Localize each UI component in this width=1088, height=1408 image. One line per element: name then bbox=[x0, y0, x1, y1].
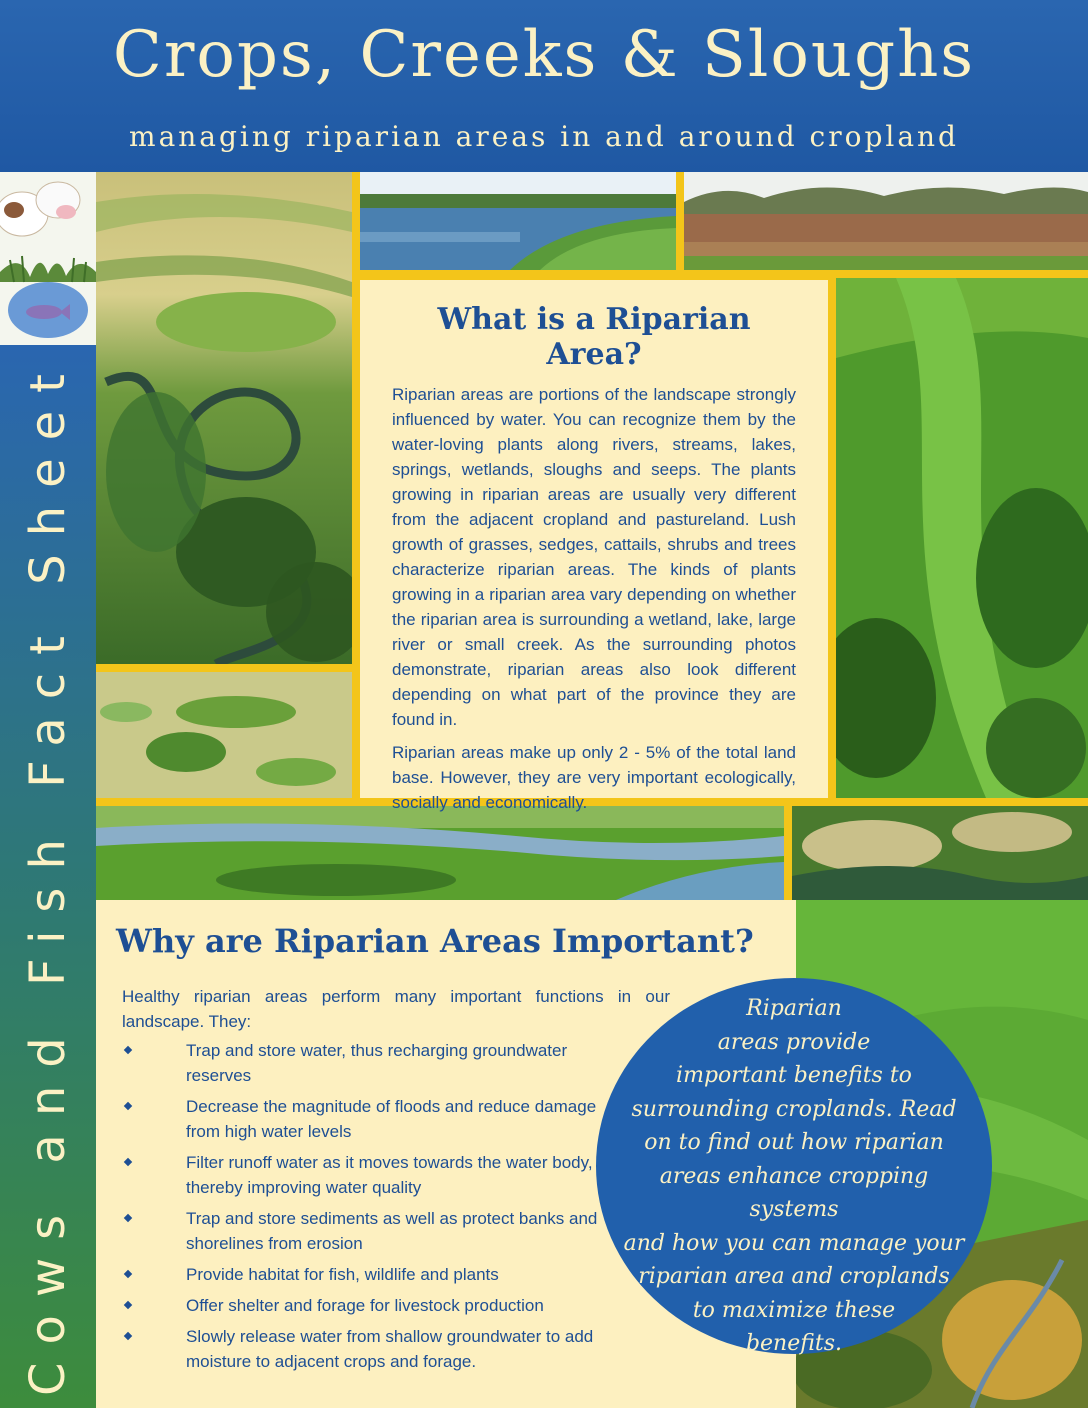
callout-line: benefits. bbox=[745, 1331, 843, 1356]
info-paragraph-1: Riparian areas are portions of the landscape strongly influenced by water. You can recognize them by the water-loving plants along rivers, streams, lakes, springs, wetlands, sloughs and seeps. The plants growing in riparian areas are usually very different from the adjacent cropland and pastureland. Lush growth of grasses, sedges, cattails, shrubs and trees characterize riparian areas. The kinds of plants growing in a riparian area vary depending on whether the riparian area is surrounding a wetland, lake, large river or small creek. As the surrounding photos demonstrate, riparian areas also look different depending on what part of the province they are found in. bbox=[392, 385, 796, 729]
callout-line: Riparian bbox=[746, 996, 842, 1021]
list-item bbox=[122, 1150, 602, 1200]
photo-shrubland bbox=[684, 172, 1088, 270]
page-title: Crops, Creeks & Sloughs bbox=[112, 18, 976, 92]
photo-fields-sloughs bbox=[96, 672, 352, 798]
bullet-diamond-icon bbox=[124, 1270, 132, 1278]
page-subtitle: managing riparian areas in and around cropland bbox=[129, 120, 959, 153]
list-item-text: Slowly release water from shallow groundwater to add moisture to adjacent crops and forage. bbox=[186, 1327, 594, 1371]
list-item bbox=[122, 1262, 602, 1287]
callout-line: areas provide bbox=[717, 1029, 871, 1055]
list-item-text: Decrease the magnitude of floods and reduce damage from high water levels bbox=[186, 1097, 597, 1141]
list-item bbox=[122, 1324, 602, 1374]
bullet-diamond-icon bbox=[124, 1332, 132, 1340]
callout-line: to maximize these bbox=[692, 1297, 896, 1323]
callout-line: on to find out how riparian bbox=[644, 1130, 944, 1155]
why-intro-text: Healthy riparian areas perform many important functions in our landscape. They: bbox=[122, 987, 670, 1031]
bullet-diamond-icon bbox=[124, 1102, 132, 1110]
info-paragraph-2: Riparian areas make up only 2 - 5% of the total land base. However, they are very important ecologically, socially and economically. bbox=[392, 743, 796, 812]
callout-line: important benefits to bbox=[676, 1063, 912, 1088]
list-item-text: Trap and store sediments as well as protect banks and shorelines from erosion bbox=[186, 1209, 598, 1253]
benefits-list bbox=[122, 1038, 602, 1380]
photo-lake-shore bbox=[360, 172, 676, 270]
list-item-text: Offer shelter and forage for livestock production bbox=[186, 1296, 544, 1315]
callout-line: riparian area and croplands bbox=[638, 1264, 950, 1289]
benefits-callout-circle bbox=[596, 978, 992, 1354]
bullet-diamond-icon bbox=[124, 1214, 132, 1222]
photo-river-bend bbox=[96, 806, 784, 900]
callout-line: areas enhance cropping systems bbox=[659, 1163, 929, 1222]
list-item bbox=[122, 1094, 602, 1144]
what-is-riparian-heading: What is a Riparian Area? bbox=[437, 302, 751, 372]
list-item bbox=[122, 1293, 602, 1318]
callout-line: and how you can manage your bbox=[623, 1230, 965, 1256]
list-item-text: Trap and store water, thus recharging groundwater reserves bbox=[186, 1041, 568, 1085]
photo-aerial-wetland bbox=[792, 806, 1088, 900]
fact-sheet-label: Cows and Fish Fact Sheet bbox=[20, 356, 76, 1396]
why-important-heading: Why are Riparian Areas Important? bbox=[116, 922, 754, 960]
sidebar-label bbox=[0, 345, 96, 1408]
photo-green-meadow bbox=[836, 278, 1088, 798]
bullet-diamond-icon bbox=[124, 1158, 132, 1166]
list-item bbox=[122, 1038, 602, 1088]
callout-line: surrounding croplands. Read bbox=[631, 1096, 957, 1122]
cows-and-fish-logo bbox=[0, 172, 96, 345]
photo-aerial-fields-river bbox=[96, 172, 352, 664]
bullet-diamond-icon bbox=[124, 1301, 132, 1309]
bullet-diamond-icon bbox=[124, 1046, 132, 1054]
sidebar-band bbox=[0, 345, 96, 1408]
what-is-riparian-box bbox=[360, 280, 828, 812]
list-item-text: Provide habitat for fish, wildlife and plants bbox=[186, 1265, 499, 1284]
list-item bbox=[122, 1206, 602, 1256]
list-item-text: Filter runoff water as it moves towards the water body, thereby improving water quality bbox=[186, 1153, 593, 1197]
